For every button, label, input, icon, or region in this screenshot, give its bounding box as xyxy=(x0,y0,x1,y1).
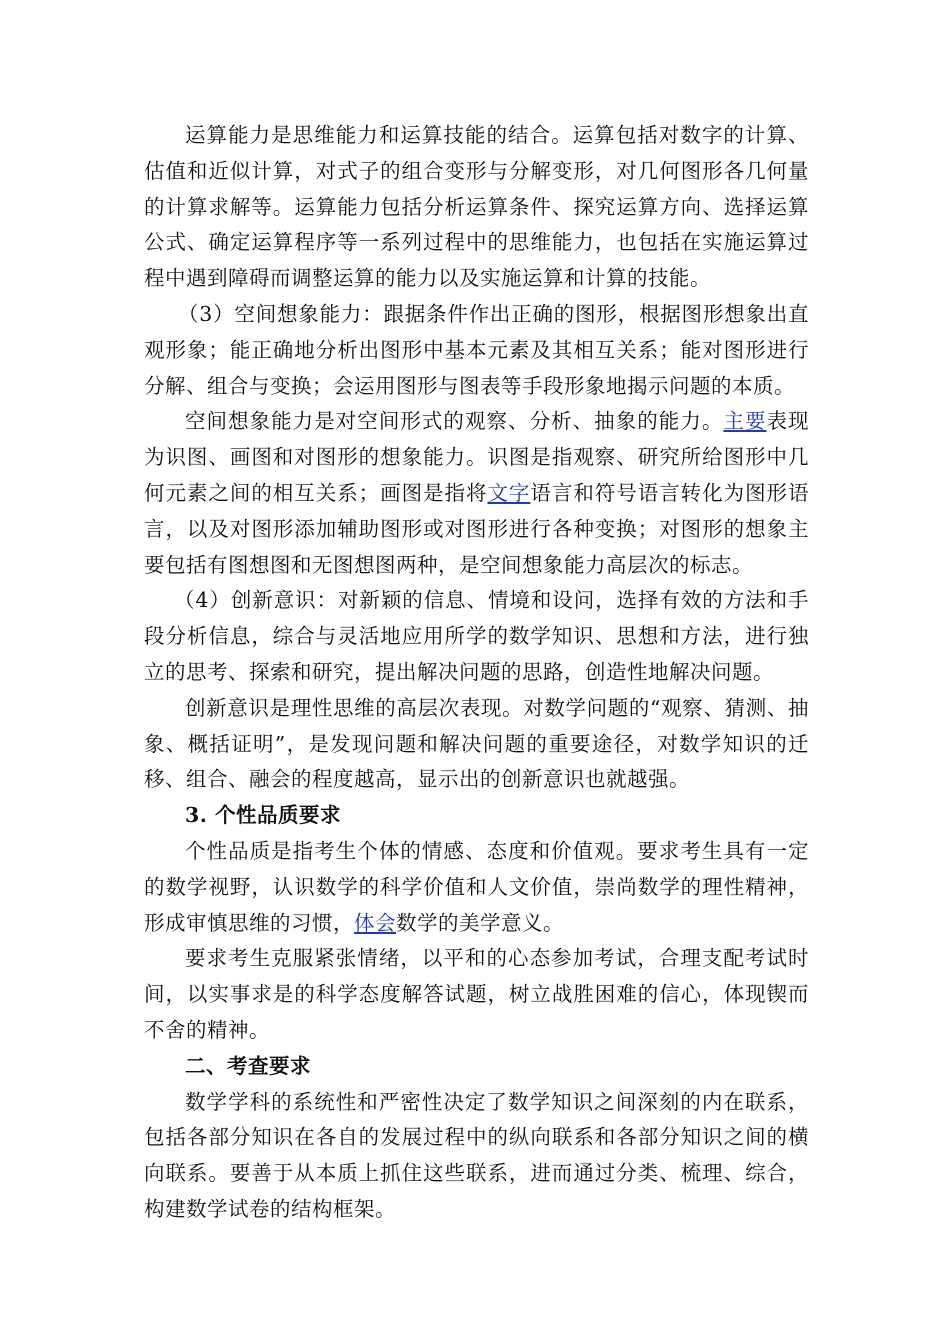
link-zhuyao[interactable]: 主要 xyxy=(723,409,767,434)
paragraph-math-systematic: 数学学科的系统性和严密性决定了数学知识之间深刻的内在联系，包括各部分知识在各自的发展过程中的纵向联系和各部分知识之间的横向联系。要善于从本质上抓住这些联系，进而通过分类、梳理、综合，构建数学试卷的结构框架。 xyxy=(144,1089,809,1221)
paragraph-exam-attitude: 要求考生克服紧张情绪，以平和的心态参加考试，合理支配考试时间，以实事求是的科学态度解答试题，树立战胜困难的信心，体现锲而不舍的精神。 xyxy=(144,946,809,1042)
text-span: 个性品质是指考生个体的情感、态度和价值观。要求考生具有一定的数学视野，认识数学的科学价值和人文价值，崇尚数学的理性精神，形成审慎思维的习惯， xyxy=(144,838,809,935)
heading-personality-requirements: 3. 个性品质要求 xyxy=(185,803,342,828)
document-page xyxy=(144,118,809,1228)
link-tihui[interactable]: 体会 xyxy=(354,910,396,935)
paragraph-personality xyxy=(144,834,809,941)
heading-examination-requirements: 二、考查要求 xyxy=(185,1053,311,1078)
paragraph-computation-ability: 运算能力是思维能力和运算技能的结合。运算包括对数字的计算、估值和近似计算，对式子的组合变形与分解变形，对几何图形各几何量的计算求解等。运算能力包括分析运算条件、探究运算方向、选择运算公式、确定运算程序等一系列过程中的思维能力，也包括在实施运算过程中遇到障碍而调整运算的能力以及实施运算和计算的技能。 xyxy=(144,123,809,291)
text-span: 数学的美学意义。 xyxy=(396,910,564,935)
paragraph-spatial-imagination-item: （3）空间想象能力：跟据条件作出正确的图形，根据图形想象出直观形象；能正确地分析出图形中基本元素及其相互关系；能对图形进行分解、组合与变换；会运用图形与图表等手段形象地揭示问题的本质。 xyxy=(144,301,809,398)
text-span: 语言和符号语言转化为图形语言，以及对图形添加辅助图形或对图形进行各种变换；对图形的想象主要包括有图想图和无图想图两种，是空间想象能力高层次的标志。 xyxy=(144,480,810,577)
paragraph-innovation-item: （4）创新意识：对新颖的信息、情境和设问，选择有效的方法和手段分析信息，综合与灵活地应用所学的数学知识、思想和方法，进行独立的思考、探索和研究，提出解决问题的思路，创造性地解决问题。 xyxy=(144,588,809,684)
link-wenzi[interactable]: 文字 xyxy=(487,480,531,505)
text-span: 表现为识图、画图和对图形的想象能力。识图是指观察、研究所给图形中几何元素之间的相互关系；画图是指将 xyxy=(144,409,810,505)
paragraph-innovation-explain: 创新意识是理性思维的高层次表现。对数学问题的“观察、猜测、抽象、概括证明”，是发现问题和解决问题的重要途径，对数学知识的迁移、组合、融会的程度越高，显示出的创新意识也就越强。 xyxy=(144,695,809,792)
paragraph-spatial-imagination-explain xyxy=(144,404,809,583)
text-span: 空间想象能力是对空间形式的观察、分析、抽象的能力。 xyxy=(185,409,724,434)
